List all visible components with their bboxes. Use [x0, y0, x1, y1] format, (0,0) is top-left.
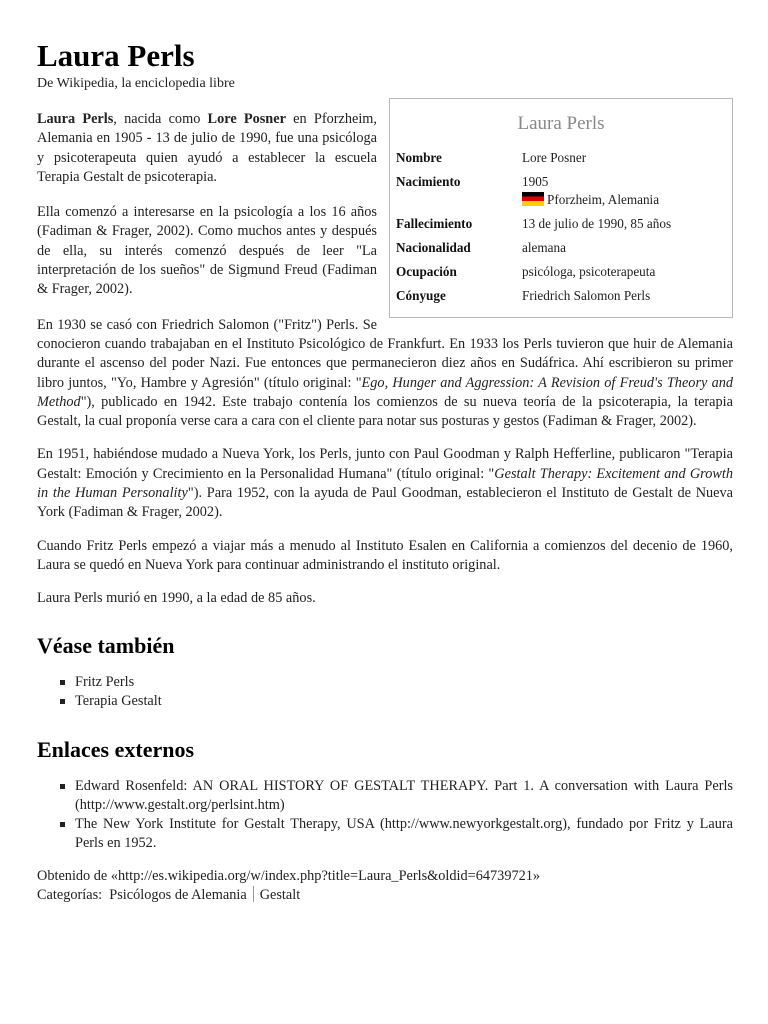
birth-year: 1905 [522, 174, 549, 189]
list-item[interactable]: Terapia Gestalt [75, 692, 733, 711]
categories-label: Categorías: [37, 886, 103, 903]
paragraph-text: En 1951, habiéndose mudado a Nueva York, los Perls, junto con Paul Goodman y Ralph Hefferline, publicaron "Terapia Gestalt: Emoción y Crecimiento en la Personalidad Humana" (título original: " [37, 446, 733, 482]
infobox-value: psicóloga, psicoterapeuta [522, 264, 656, 279]
infobox-title: Laura Perls [517, 113, 605, 134]
external-links-list [37, 777, 733, 853]
birth-name: Lore Posner [207, 111, 286, 127]
infobox-row-conyuge [396, 287, 726, 305]
subject-name: Laura Perls [37, 111, 114, 127]
infobox-row-ocupacion [396, 263, 726, 281]
list-item[interactable]: Fritz Perls [75, 673, 733, 692]
category-link[interactable]: Gestalt [259, 886, 301, 903]
book-title: Ego, Hunger and Aggression: A Revision of Freud's Theory and Method [37, 374, 734, 410]
infobox-value: Friedrich Salomon Perls [522, 288, 651, 303]
paragraph-new-york [37, 445, 733, 522]
germany-flag-icon [522, 192, 544, 206]
birth-place-link[interactable]: Pforzheim, Alemania [547, 192, 660, 207]
infobox-key: Cónyuge [396, 288, 446, 303]
paragraph-esalen: Cuando Fritz Perls empezó a viajar más a menudo al Instituto Esalen en California a comienzos del decenio de 1960, Laura se quedó en Nueva York para continuar administrando el instituto original. [37, 537, 733, 573]
article [37, 38, 733, 905]
page-title: Laura Perls [37, 38, 195, 73]
category-link[interactable]: Psicólogos de Alemania [109, 886, 247, 903]
infobox-value: 13 de julio de 1990, 85 años [522, 216, 672, 231]
infobox-value: alemana [522, 240, 566, 255]
paragraph-interest: Ella comenzó a interesarse en la psicología a los 16 años (Fadiman & Frager, 2002). Como muchos antes y después de ella, su interés comenzó después de leer "La interpretación de los sueños" de Sigmund Freud (Fadiman & Frager, 2002). [37, 204, 377, 298]
section-heading-see-also: Véase también [37, 632, 175, 658]
source-link[interactable]: Obtenido de «http://es.wikipedia.org/w/index.php?title=Laura_Perls&oldid=64739721» [37, 867, 541, 884]
infobox-key: Nombre [396, 150, 442, 165]
paragraph-death: Laura Perls murió en 1990, a la edad de 85 años. [37, 590, 316, 607]
infobox-key: Nacimiento [396, 174, 461, 189]
intro-text: en Pforzheim, Alemania en 1905 - 13 de julio de 1990, fue una psicóloga y psicoterapeuta quien ayudó a establecer la escuela Terapia Gestalt de psicoterapia. [37, 111, 377, 185]
page-footer [37, 867, 733, 905]
infobox-row-nacimiento [396, 173, 726, 209]
intro-text: , nacida como [113, 111, 208, 127]
infobox [389, 98, 733, 318]
infobox-value: Lore Posner [522, 150, 587, 165]
paragraph-marriage [37, 316, 733, 432]
infobox-key: Ocupación [396, 264, 457, 279]
paragraph-text: En 1930 se casó con Friedrich Salomon ("Fritz") Perls. Se conocieron cuando trabajaban en el Instituto Psicológico de Frankfurt. En 1933 los Perls tuvieron que huir de Alemania durante el ascenso del poder Nazi. Fue entonces que permanecieron diez años en Sudáfrica. Ahí escribieron su primer libro juntos, "Yo, Hambre y Agresión" (título original: " [37, 316, 733, 391]
categories [37, 886, 733, 905]
page-subtitle: De Wikipedia, la enciclopedia libre [37, 76, 235, 91]
section-heading-external-links: Enlaces externos [37, 736, 195, 762]
paragraph-text: "). Para 1952, con la ayuda de Paul Goodman, establecieron el Instituto de Gestalt de Nueva York (Fadiman & Frager, 2002). [37, 485, 734, 521]
book-title: Gestalt Therapy: Excitement and Growth in the Human Personality [37, 465, 733, 502]
infobox-row-fallecimiento [396, 215, 726, 233]
infobox-key: Nacionalidad [396, 240, 471, 255]
infobox-value [522, 173, 726, 209]
infobox-key: Fallecimiento [396, 216, 473, 231]
list-item[interactable]: The New York Institute for Gestalt Therapy, USA (http://www.newyorkgestalt.org), fundado por Fritz y Laura Perls en 1952. [75, 815, 733, 851]
infobox-row-nombre [396, 149, 726, 167]
paragraph-text: "), publicado en 1942. Este trabajo contenía los comienzos de su nueva teoría de la psicoterapia, la terapia Gestalt, la cual proponía verse cara a cara con el cliente para notar sus posturas y gestos (Fadiman & Frager, 2002). [37, 393, 733, 430]
infobox-row-nacionalidad [396, 239, 726, 257]
birth-place [522, 191, 726, 209]
list-item[interactable]: Edward Rosenfeld: AN ORAL HISTORY OF GESTALT THERAPY. Part 1. A conversation with Laura Perls (http://www.gestalt.org/perlsint.htm) [75, 777, 733, 813]
category-separator [253, 886, 254, 902]
see-also-list [37, 673, 733, 711]
